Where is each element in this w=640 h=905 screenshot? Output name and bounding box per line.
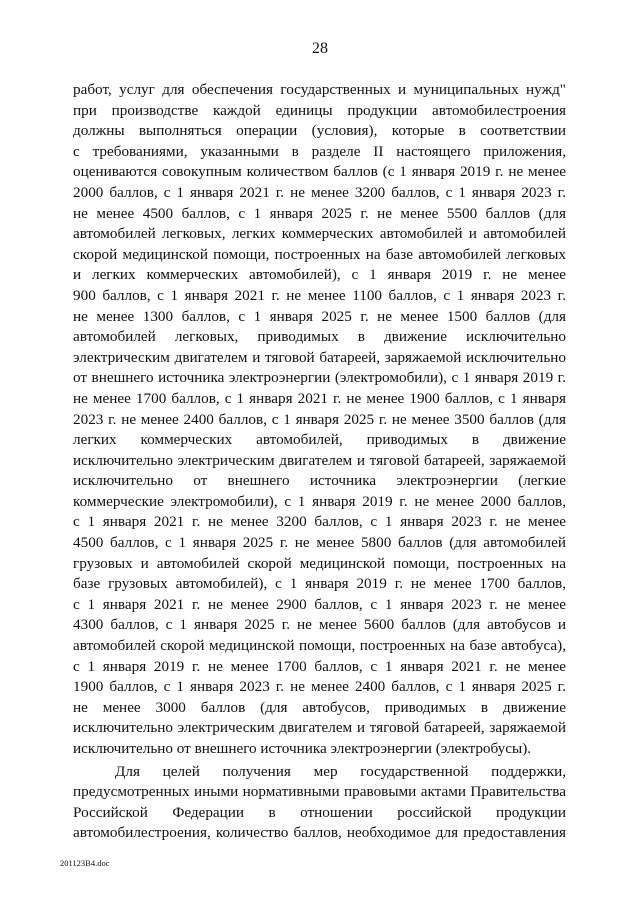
text-line: с 1 января 2021 г. не менее 3200 баллов, с 1 января 2023 г. не менее bbox=[73, 513, 566, 531]
text-line: не менее 1700 баллов, с 1 января 2021 г. не менее 1900 баллов, с 1 января bbox=[73, 389, 566, 407]
document-body bbox=[73, 80, 566, 844]
text-line: электрическим двигателем и тяговой батареей, заряжаемой исключительно bbox=[73, 348, 566, 366]
text-line: не менее 3000 баллов (для автобусов, приводимых в движение bbox=[73, 698, 566, 716]
text-line: автомобилей легковых, легких коммерческих автомобилей и автомобилей bbox=[73, 225, 566, 243]
text-line: не менее 1300 баллов, с 1 января 2025 г. не менее 1500 баллов (для bbox=[73, 307, 566, 325]
text-line: исключительно от внешнего источника электроэнергии (легкие bbox=[73, 472, 566, 490]
text-line: оцениваются совокупным количеством баллов (с 1 января 2019 г. не менее bbox=[73, 163, 566, 181]
text-line: 1900 баллов, с 1 января 2023 г. не менее 2400 баллов, с 1 января 2025 г. bbox=[73, 678, 566, 696]
text-line: 900 баллов, с 1 января 2021 г. не менее 1100 баллов, с 1 января 2023 г. bbox=[73, 286, 566, 304]
paragraph-1 bbox=[73, 80, 566, 760]
text-line: предусмотренных иными нормативными правовыми актами Правительства bbox=[73, 783, 566, 801]
text-line: Для целей получения мер государственной поддержки, bbox=[115, 762, 566, 780]
text-line: легких коммерческих автомобилей, приводимых в движение bbox=[73, 431, 566, 449]
text-line: исключительно электрическим двигателем и тяговой батареей, заряжаемой bbox=[73, 719, 566, 737]
text-line: грузовых и автомобилей скорой медицинской помощи, построенных на bbox=[73, 554, 566, 572]
text-line: должны выполняться операции (условия), которые в соответствии bbox=[73, 122, 566, 140]
text-line: с 1 января 2019 г. не менее 1700 баллов, с 1 января 2021 г. не менее bbox=[73, 657, 566, 675]
text-line: исключительно электрическим двигателем и тяговой батареей, заряжаемой bbox=[73, 451, 566, 469]
text-line: 4500 баллов, с 1 января 2025 г. не менее 5800 баллов (для автомобилей bbox=[73, 534, 566, 552]
text-line: коммерческие электромобили), с 1 января 2019 г. не менее 2000 баллов, bbox=[73, 492, 566, 510]
text-line: от внешнего источника электроэнергии (электромобили), с 1 января 2019 г. bbox=[73, 369, 566, 387]
text-line: с 1 января 2021 г. не менее 2900 баллов, с 1 января 2023 г. не менее bbox=[73, 595, 566, 613]
text-line: автомобилестроения, количество баллов, необходимое для предоставления bbox=[73, 824, 566, 842]
page-number: 28 bbox=[312, 40, 328, 57]
text-line: скорой медицинской помощи, построенных на базе автомобилей легковых bbox=[73, 245, 566, 263]
text-line: автомобилей скорой медицинской помощи, построенных на базе автобуса), bbox=[73, 637, 566, 655]
text-line: работ, услуг для обеспечения государственных и муниципальных нужд" bbox=[73, 81, 566, 98]
text-line: 2000 баллов, с 1 января 2021 г. не менее 3200 баллов, с 1 января 2023 г. bbox=[73, 183, 566, 201]
footer-filename: 201123B4.doc bbox=[60, 858, 110, 868]
text-line: 4300 баллов, с 1 января 2025 г. не менее 5600 баллов (для автобусов и bbox=[73, 616, 566, 634]
text-line: 2023 г. не менее 2400 баллов, с 1 января 2025 г. не менее 3500 баллов (для bbox=[73, 410, 566, 428]
text-line: исключительно от внешнего источника электроэнергии (электробусы). bbox=[73, 740, 532, 757]
paragraph-2 bbox=[73, 762, 566, 844]
text-line: не менее 4500 баллов, с 1 января 2025 г. не менее 5500 баллов (для bbox=[73, 204, 566, 222]
text-line: автомобилей легковых, приводимых в движение исключительно bbox=[73, 328, 566, 346]
text-line: и легких коммерческих автомобилей), с 1 января 2019 г. не менее bbox=[73, 266, 566, 284]
text-line: Российской Федерации в отношении российской продукции bbox=[73, 803, 566, 821]
text-line: при производстве каждой единицы продукции автомобилестроения bbox=[73, 101, 566, 119]
text-line: базе грузовых автомобилей), с 1 января 2019 г. не менее 1700 баллов, bbox=[73, 575, 566, 593]
text-line: с требованиями, указанными в разделе II настоящего приложения, bbox=[73, 142, 566, 160]
